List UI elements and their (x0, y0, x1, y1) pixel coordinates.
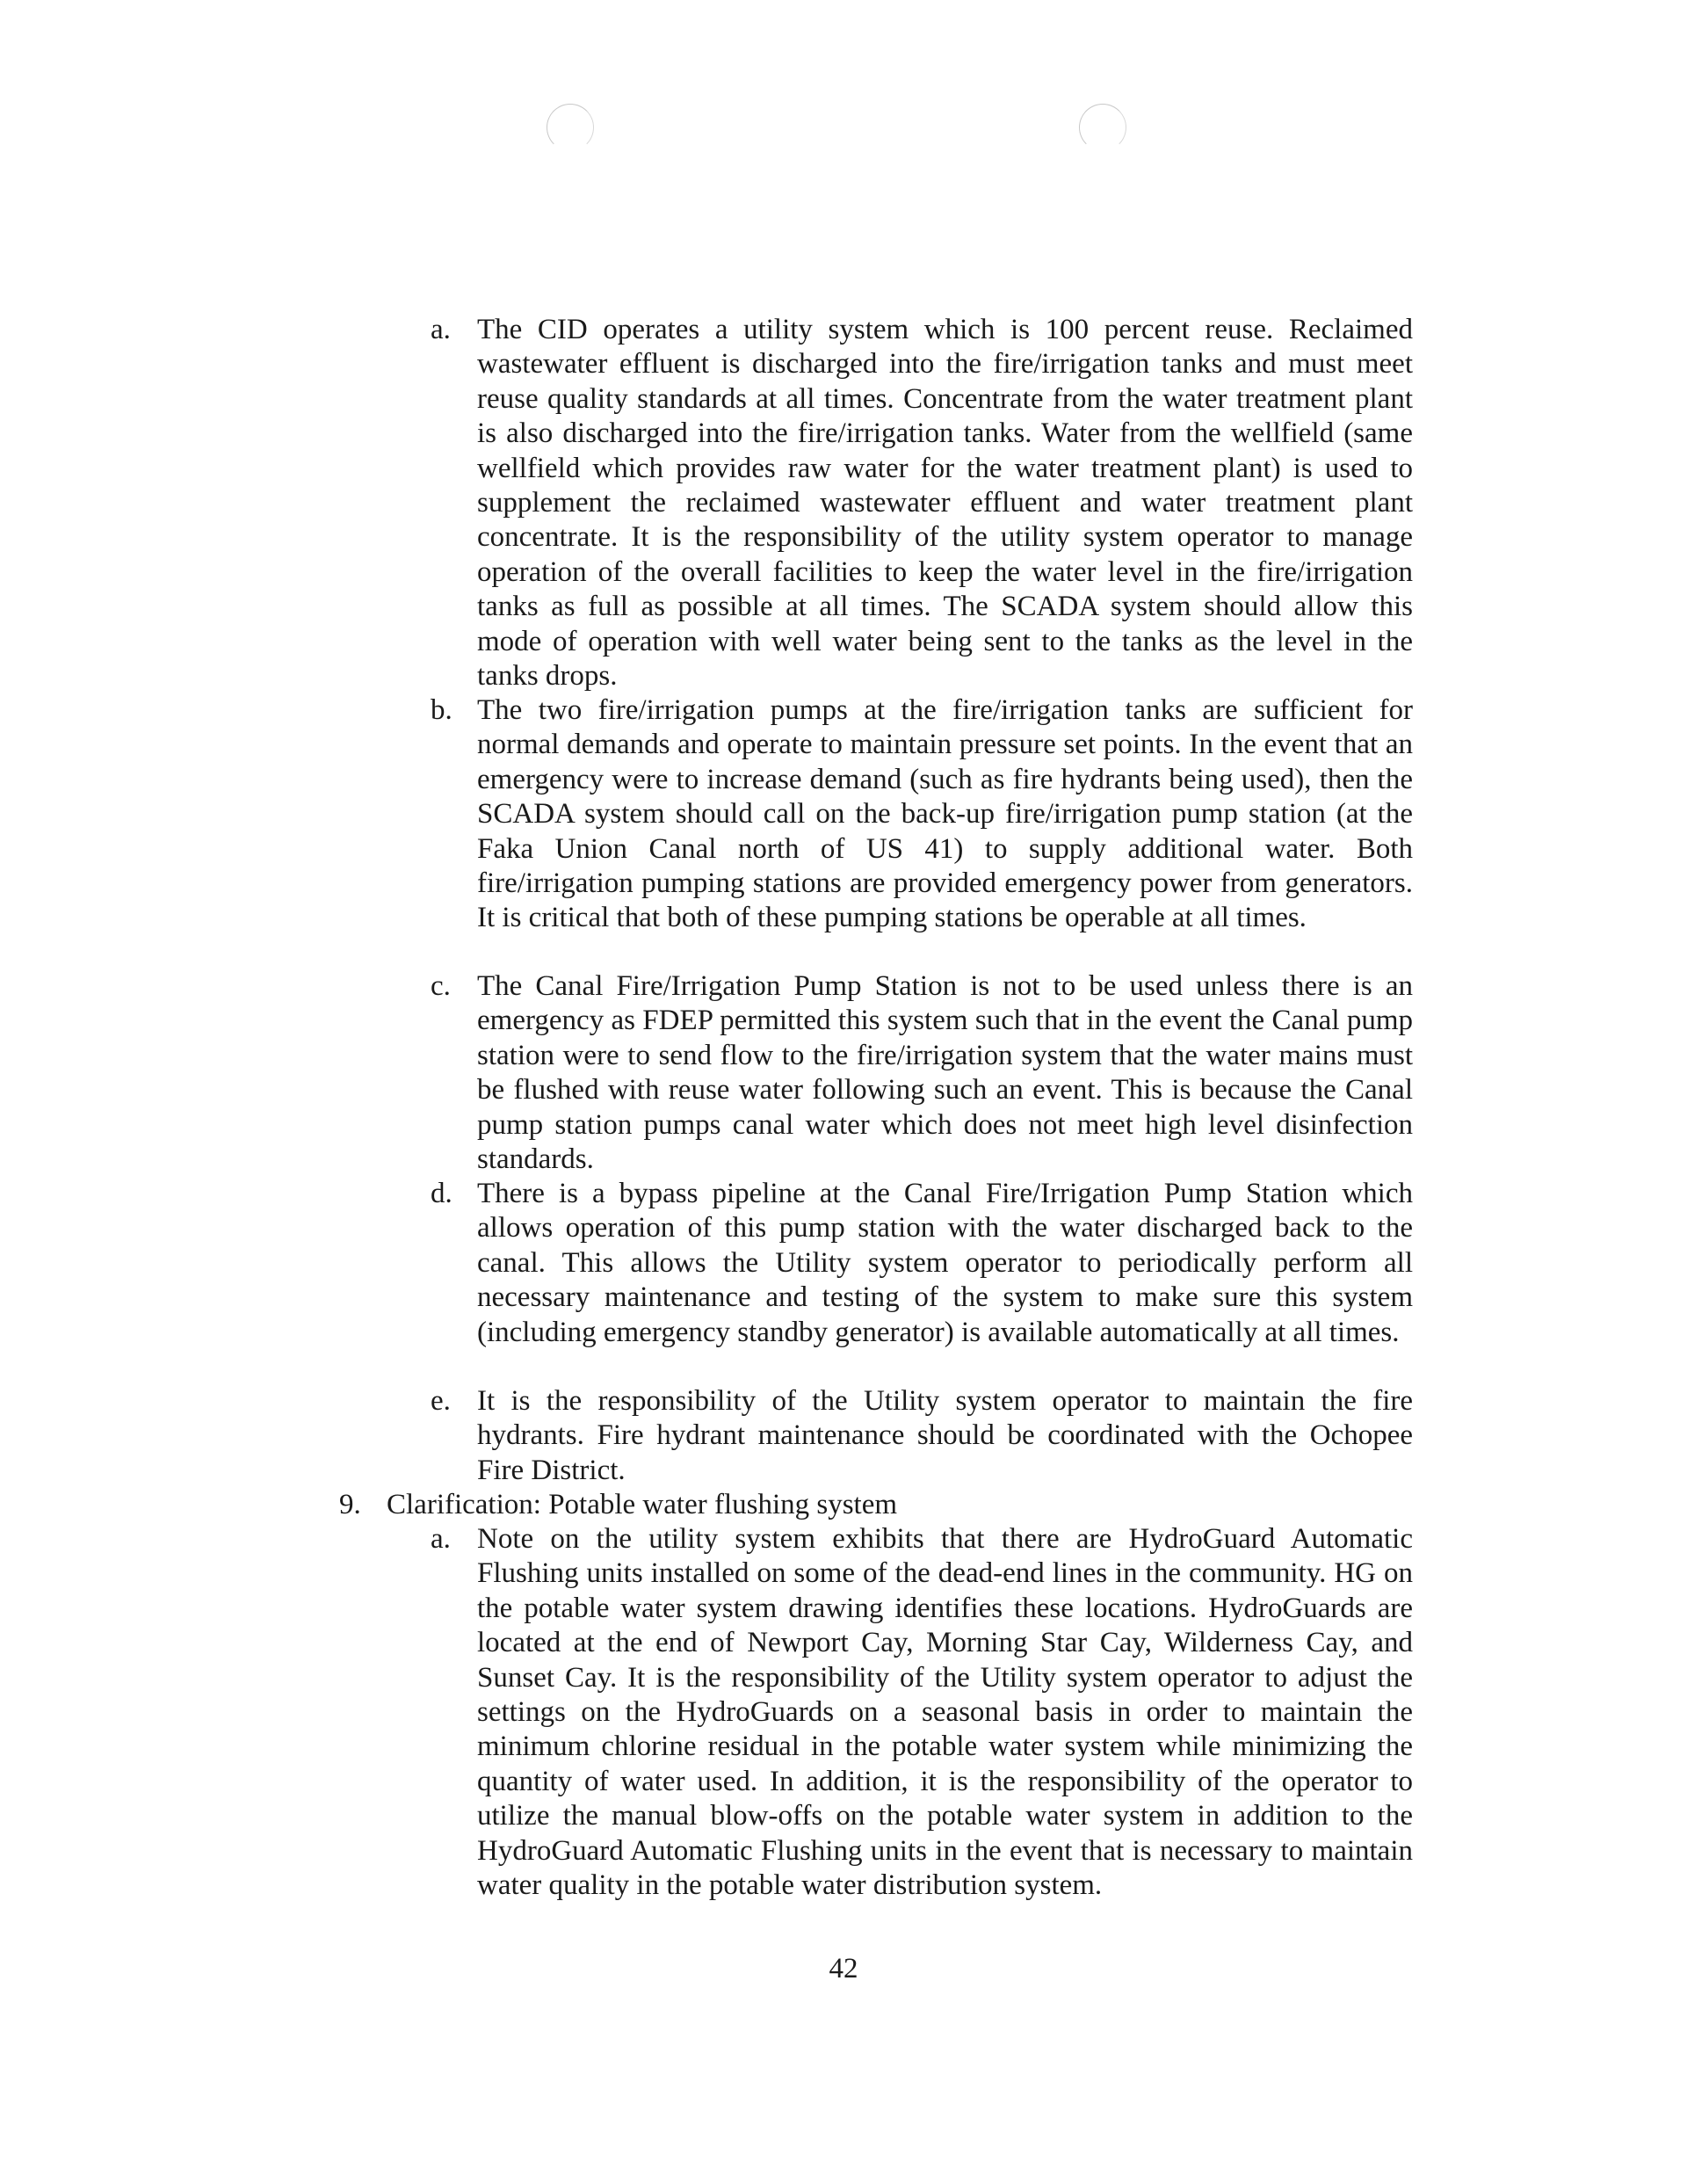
section-number: 9. (339, 1489, 361, 1520)
section-heading-text: Clarification: Potable water flushing system (387, 1489, 898, 1520)
list-item-text: Note on the utility system exhibits that there are HydroGuard Automatic Flushing units installed on some of the dead-end lines in the community. HG on the potable water system drawing identifies these locations. HydroGuards are located at the end of Newport Cay, Morning Star Cay, Wilderness Cay, and Sunset Cay. It is the responsibility of the Utility system operator to adjust the settings on the HydroGuards on a seasonal basis in order to maintain the minimum chlorine residual in the potable water system while minimizing the quantity of water used. In addition, it is the responsibility of the operator to utilize the manual blow-offs on the potable water system in addition to the HydroGuard Automatic Flushing units in the event that is necessary to maintain water quality in the potable water distribution system. (477, 1523, 1413, 1902)
list-item-letter: b. (431, 694, 453, 726)
list-item-letter: a. (431, 1523, 451, 1555)
list-item-text: The two fire/irrigation pumps at the fire/irrigation tanks are sufficient for normal demands and operate to maintain pressure set points. In the event that an emergency were to increase demand (such as fire hydrants being used), then the SCADA system should call on the back-up fire/irrigation pump station (at the Faka Union Canal north of US 41) to supply additional water. Both fire/irrigation pumping stations are provided emergency power from generators. It is critical that both of these pumping stations be operable at all times. (477, 694, 1413, 934)
punch-hole-right (1079, 104, 1126, 151)
list-item-text: There is a bypass pipeline at the Canal Fire/Irrigation Pump Station which allows operation of this pump station with the water discharged back to the canal. This allows the Utility system operator to periodically perform all necessary maintenance and testing of the system to make sure this system (including emergency standby generator) is available automatically at all times. (477, 1178, 1413, 1348)
list-item-letter: e. (431, 1385, 451, 1417)
list-item-text: The CID operates a utility system which is 100 percent reuse. Reclaimed wastewater effluent is discharged into the fire/irrigation tanks and must meet reuse quality standards at all times. Concentrate from the water treatment plant is also discharged into the fire/irrigation tanks. Water from the wellfield (same wellfield which provides raw water for the water treatment plant) is used to supplement the reclaimed wastewater effluent and water treatment plant concentrate. It is the responsibility of the utility system operator to manage operation of the overall facilities to keep the water level in the fire/irrigation tanks as full as possible at all times. The SCADA system should allow this mode of operation with well water being sent to the tanks as the level in the tanks drops. (477, 314, 1413, 693)
list-item-letter: d. (431, 1178, 453, 1209)
punch-hole-left (547, 104, 594, 151)
page-number: 42 (829, 1953, 858, 1984)
list-item-text: It is the responsibility of the Utility system operator to maintain the fire hydrants. Fire hydrant maintenance should be coordinated with the Ochopee Fire District. (477, 1385, 1413, 1486)
list-item-text: The Canal Fire/Irrigation Pump Station is not to be used unless there is an emergency as FDEP permitted this system such that in the event the Canal pump station were to send flow to the fire/irrigation system that the water mains must be flushed with reuse water following such an event. This is because the Canal pump station pumps canal water which does not meet high level disinfection standards. (477, 970, 1413, 1176)
list-item-letter: c. (431, 970, 451, 1002)
list-item-letter: a. (431, 314, 451, 345)
